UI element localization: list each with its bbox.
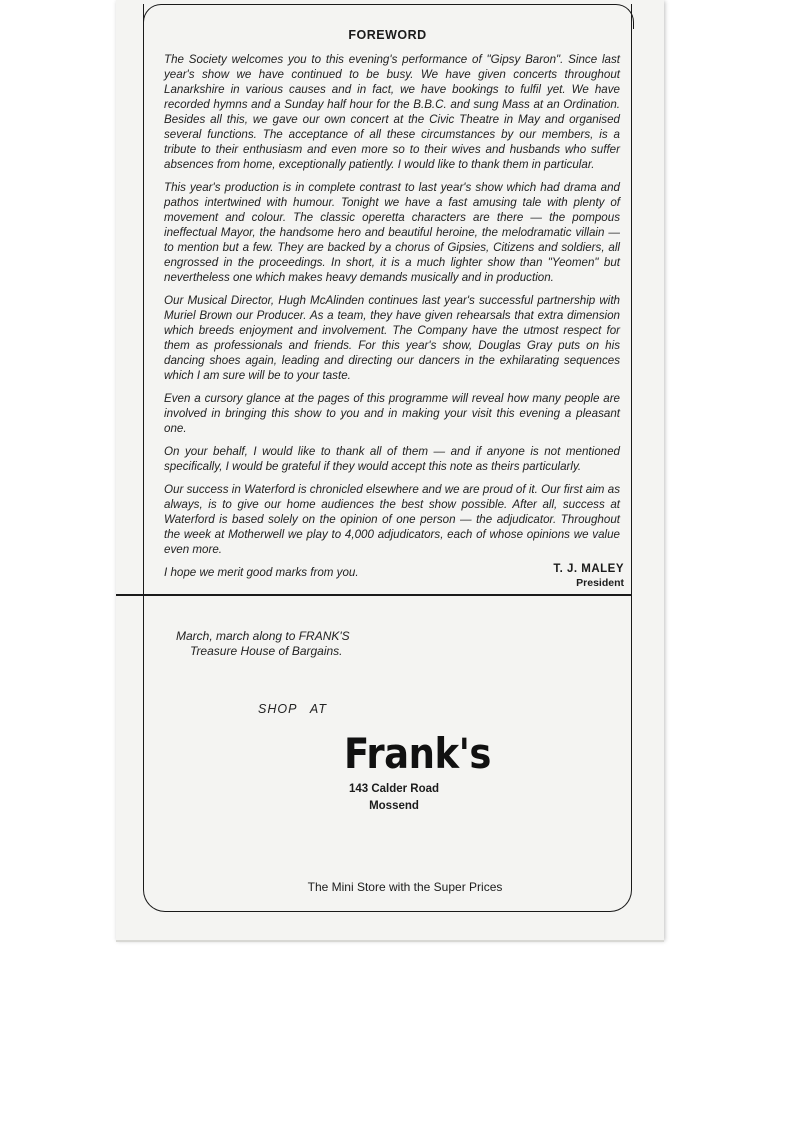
signature-block [553, 563, 624, 589]
foreword-paragraph: I hope we merit good marks from you. [164, 566, 359, 579]
store-address-town: Mossend [369, 800, 419, 812]
section-divider [116, 594, 632, 596]
franks-logo: Frank's [344, 730, 491, 779]
shop-at-label: SHOP AT [258, 702, 327, 716]
advert-tagline: March, march along to FRANK'S [176, 629, 350, 643]
store-slogan: The Mini Store with the Super Prices [307, 880, 503, 894]
signature-name: T. J. MALEY [553, 563, 624, 575]
foreword-paragraph: This year's production is in complete contrast to last year's show which had drama and pathos intertwined with humour. Tonight we have a fast amusing tale with plenty of movement and colour. The classic operetta characters are there — the pompous ineffectual Mayor, the handsome hero and beautiful heroine, the melodramatic villain — to mention but a few. They are backed by a chorus of Gipsies, Citizens and soldiers, all engrossed in the proceedings. In short, it is a much lighter show than "Yeomen" but nevertheless one which makes heavy demands musically and in production. [164, 181, 620, 284]
advert-tagline-2: Treasure House of Bargains. [190, 644, 343, 658]
foreword-paragraph: The Society welcomes you to this evening's performance of "Gipsy Baron". Since last year's show we have continued to be busy. We have given concerts throughout Lanarkshire in various causes and in fact, we have bookings to fulfil yet. We have recorded hymns and a Sunday half hour for the B.B.C. and sung Mass at an Ordination. Besides all this, we gave our own concert at the Civic Theatre in May and organised several functions. The acceptance of all these circumstances by our members, is a tribute to their enthusiasm and even more so to their wives and husbands who suffer absences from home, exceptionally patiently. I would like to thank them in particular. [164, 53, 620, 171]
foreword-paragraph: Our Musical Director, Hugh McAlinden continues last year's successful partnership with Muriel Brown our Producer. As a team, they have given rehearsals that extra dimension which breeds enjoyment and involvement. The Company have the utmost respect for them as professionals and friends. For this year's show, Douglas Gray puts on his dancing shoes again, leading and directing our dancers in the exhilarating sequences which I am sure will be to your taste. [164, 294, 620, 382]
foreword-paragraph: On your behalf, I would like to thank all of them — and if anyone is not mentioned specifically, I would be grateful if they would accept this note as theirs particularly. [164, 445, 620, 473]
foreword-paragraph: Even a cursory glance at the pages of this programme will reveal how many people are involved in bringing this show to you and in making your visit this evening a pleasant one. [164, 392, 620, 435]
foreword-paragraph: Our success in Waterford is chronicled elsewhere and we are proud of it. Our first aim as always, is to give our home audiences the best show possible. After all, success at Waterford is based solely on the opinion of one person — the adjudicator. Throughout the week at Motherwell we play to 4,000 adjudicators, each of whose opinions we value even more. [164, 483, 620, 556]
store-address-street: 143 Calder Road [348, 783, 440, 795]
foreword-heading: FOREWORD [348, 28, 427, 42]
foreword-body [164, 52, 620, 588]
signature-title: President [576, 577, 624, 589]
page-edge [116, 940, 664, 942]
